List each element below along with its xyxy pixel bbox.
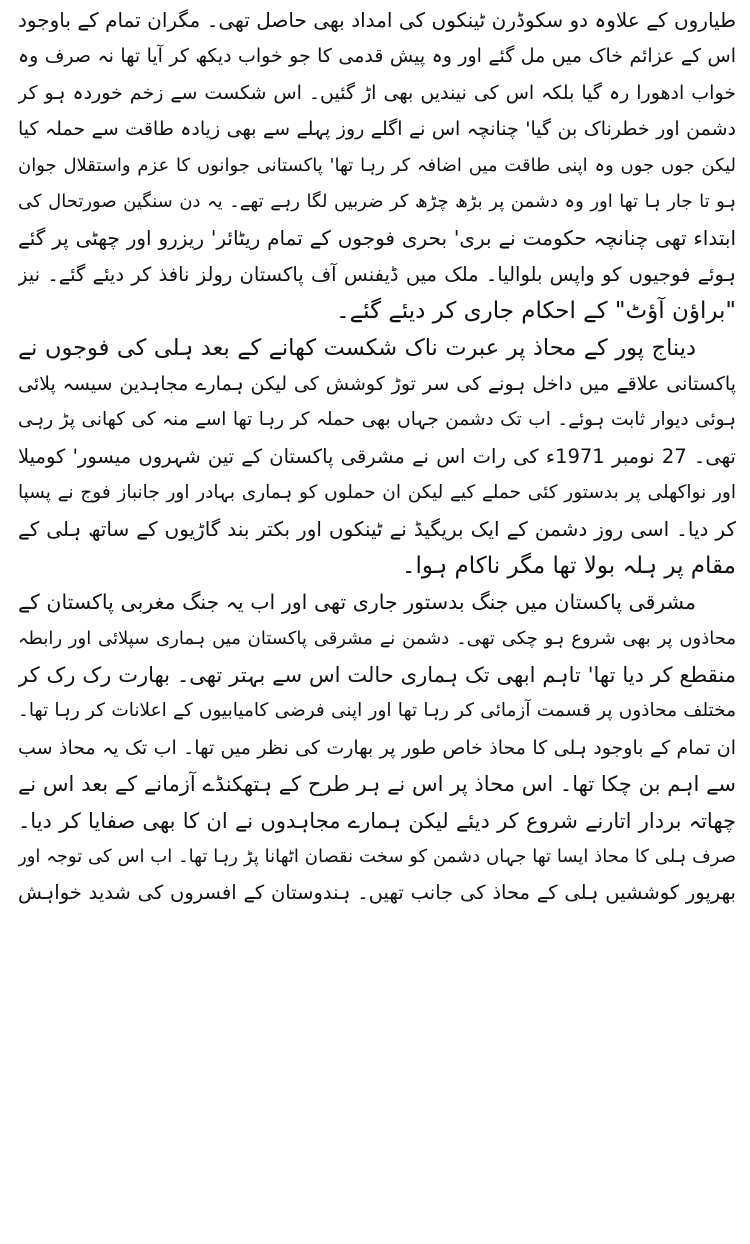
- text-line: ابتداء تھی چنانچہ حکومت نے بری' بحری فوجوں کے تمام ریٹائر' ریزرو اور چھٹی پر گئے: [18, 226, 736, 251]
- text-line: تھی۔ 27 نومبر 1971ء کی رات اس نے مشرقی پاکستان کے تین شہروں میسور' کومیلا: [18, 444, 736, 468]
- text-line: سے اہم بن چکا تھا۔ اس محاذ پر اس نے ہر طرح کے ہتھکنڈے آزمانے کے بعد اس نے: [18, 772, 736, 797]
- text-line: "براؤن آؤٹ" کے احکام جاری کر دیئے گئے۔: [336, 298, 736, 325]
- text-line: محاذوں پر بھی شروع ہو چکی تھی۔ دشمن نے مشرقی پاکستان میں ہماری سپلائی اور رابطہ: [18, 627, 736, 649]
- text-line: لیکن جوں جوں وہ اپنی طاقت میں اضافہ کر رہا تھا' پاکستانی جوانوں کا عزم واستقلال جوان: [18, 154, 736, 176]
- text-line: ان تمام کے باوجود ہلی کا محاذ خاص طور پر بھارت کی نظر میں تھا۔ اب تک یہ محاذ سب: [18, 736, 736, 759]
- text-line: چھاتہ بردار اتارنے شروع کر دیئے لیکن ہمارے مجاہدوں نے ان کا بھی صفایا کر دیا۔: [18, 808, 736, 833]
- text-line: دشمن اور خطرناک بن گیا' چنانچہ اس نے اگلے روز پہلے سے بھی زیادہ طاقت سے حملہ کیا: [18, 118, 736, 141]
- text-line: خواب ادھورا رہ گیا بلکہ اس کی نیندیں بھی اڑ گئیں۔ اس شکست سے زخم خوردہ ہو کر: [18, 81, 736, 104]
- paragraph-start-line: مشرقی پاکستان میں جنگ بدستور جاری تھی اور اب یہ جنگ مغربی پاکستان کے: [18, 590, 696, 615]
- text-line: مختلف محاذوں پر قسمت آزمائی کر رہا تھا اور اپنی فرضی کامیابیوں کے اعلانات کر رہا تھا۔: [18, 700, 736, 722]
- text-line: پاکستانی علاقے میں داخل ہونے کی سر توڑ کوشش کی لیکن ہمارے مجاہدین سیسہ پلائی: [18, 372, 736, 395]
- text-line: اس کے عزائم خاک میں مل گئے اور وہ پیش قدمی کا جو خواب دیکھ کر آیا تھا نہ صرف وہ: [18, 45, 736, 68]
- text-line: اور نواکھلی پر بدستور کئی حملے کیے لیکن ان حملوں کو ہماری بہادر اور جانباز فوج نے پسپا: [18, 482, 736, 504]
- text-line: منقطع کر دیا تھا' تاہم ابھی تک ہماری حالت اس سے بہتر تھی۔ بھارت رک رک کر: [18, 663, 736, 688]
- text-line: بھرپور کوششیں ہلی کے محاذ کی جانب تھیں۔ ہندوستان کے افسروں کی شدید خواہش: [18, 881, 736, 905]
- text-line: ہو تا جار ہا تھا اور وہ دشمن پر بڑھ چڑھ کر ضربیں لگا رہے تھے۔ یہ دن سنگین صورتحال کی: [18, 190, 736, 212]
- text-line: کر دیا۔ اسی روز دشمن کے ایک بریگیڈ نے ٹینکوں اور بکتر بند گاڑیوں کے ساتھ ہلی کے: [18, 517, 736, 542]
- text-line: طیاروں کے علاوہ دو سکوڈرن ٹینکوں کی امداد بھی حاصل تھی۔ مگران تمام کے باوجود: [18, 8, 736, 32]
- paragraph-start-line: دیناج پور کے محاذ پر عبرت ناک شکست کھانے کے بعد ہلی کی فوجوں نے: [18, 334, 696, 361]
- text-line: مقام پر ہلہ بولا تھا مگر ناکام ہوا۔: [402, 552, 736, 579]
- text-line: ہوئے فوجیوں کو واپس بلوالیا۔ ملک میں ڈیفنس آف پاکستان رولز نافذ کر دیئے گئے۔ نیز: [18, 262, 736, 286]
- text-line: ہوئی دیوار ثابت ہوئے۔ اب تک دشمن جہاں بھی حملہ کر رہا تھا اسے منہ کی کھانی پڑ رہی: [18, 409, 736, 431]
- text-line: صرف ہلی کا محاذ ایسا تھا جہاں دشمن کو سخت نقصان اٹھانا پڑ رہا تھا۔ اب اس کی توجہ اور: [18, 845, 736, 867]
